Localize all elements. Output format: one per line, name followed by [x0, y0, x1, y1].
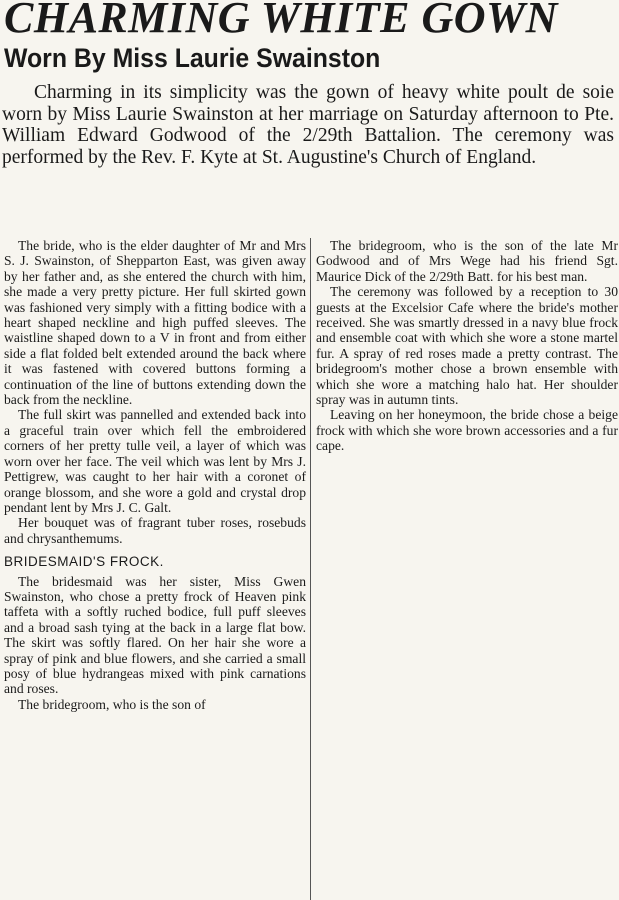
left-column: [4, 238, 306, 712]
right-column: [316, 238, 618, 454]
column-divider: [310, 238, 311, 900]
body-paragraph: The full skirt was pannelled and extended back into a graceful train over which fell the embroidered corners of her pretty tulle veil, a layer of which was worn over her face. The veil which was lent by Mrs J. Pettigrew, was caught to her hair with a coronet of orange blossom, and she wore a gold and crystal drop pendant lent by Mrs J. C. Galt.: [4, 407, 306, 515]
headline: CHARMING WHITE GOWN: [4, 0, 558, 42]
section-subheading: BRIDESMAID'S FROCK.: [4, 554, 164, 570]
lede-paragraph: Charming in its simplicity was the gown of heavy white poult de soie worn by Miss Laurie Swainston at her marriage on Saturday afternoon to Pte. William Edward Godwood of the 2/29th Battalion. The ceremony was performed by the Rev. F. Kyte at St. Augustine's Church of England.: [2, 82, 614, 168]
subheadline: Worn By Miss Laurie Swainston: [4, 43, 381, 73]
body-paragraph: Leaving on her honeymoon, the bride chose a beige frock with which she wore brown accessories and a fur cape.: [316, 407, 618, 454]
body-paragraph: The bridegroom, who is the son of: [18, 696, 206, 712]
body-paragraph: Her bouquet was of fragrant tuber roses, rosebuds and chrysanthemums.: [4, 515, 306, 546]
body-paragraph: The bridesmaid was her sister, Miss Gwen Swainston, who chose a pretty frock of Heaven pink taffeta with a softly ruched bodice, full puff sleeves and a broad sash tying at the back in a large flat bow. The skirt was softly flared. On her hair she wore a spray of pink and blue flowers, and she carried a small posy of blue hydrangeas mixed with pink carnations and roses.: [4, 573, 306, 697]
body-paragraph: The ceremony was followed by a reception to 30 guests at the Excelsior Cafe where the bride's mother received. She was smartly dressed in a navy blue frock and ensemble coat with which she wore a stone martel fur. A spray of red roses made a pretty contrast. The bridegroom's mother chose a brown ensemble with which she wore a matching halo hat. Her shoulder spray was in autumn tints.: [316, 284, 618, 408]
body-paragraph: The bridegroom, who is the son of the late Mr Godwood and of Mrs Wege had his friend Sgt. Maurice Dick of the 2/29th Batt. for his best man.: [316, 238, 618, 284]
body-paragraph: The bride, who is the elder daughter of Mr and Mrs S. J. Swainston, of Shepparton East, was given away by her father and, as she entered the church with him, she made a very pretty picture. Her full skirted gown was fashioned very simply with a fitting bodice with a heart shaped neckline and high puffed sleeves. The waistline shaped down to a V in front and from either side a flat folded belt extended around the back where it was fastened with covered buttons forming a continuation of the line of buttons extending down the back from the neckline.: [4, 238, 306, 408]
